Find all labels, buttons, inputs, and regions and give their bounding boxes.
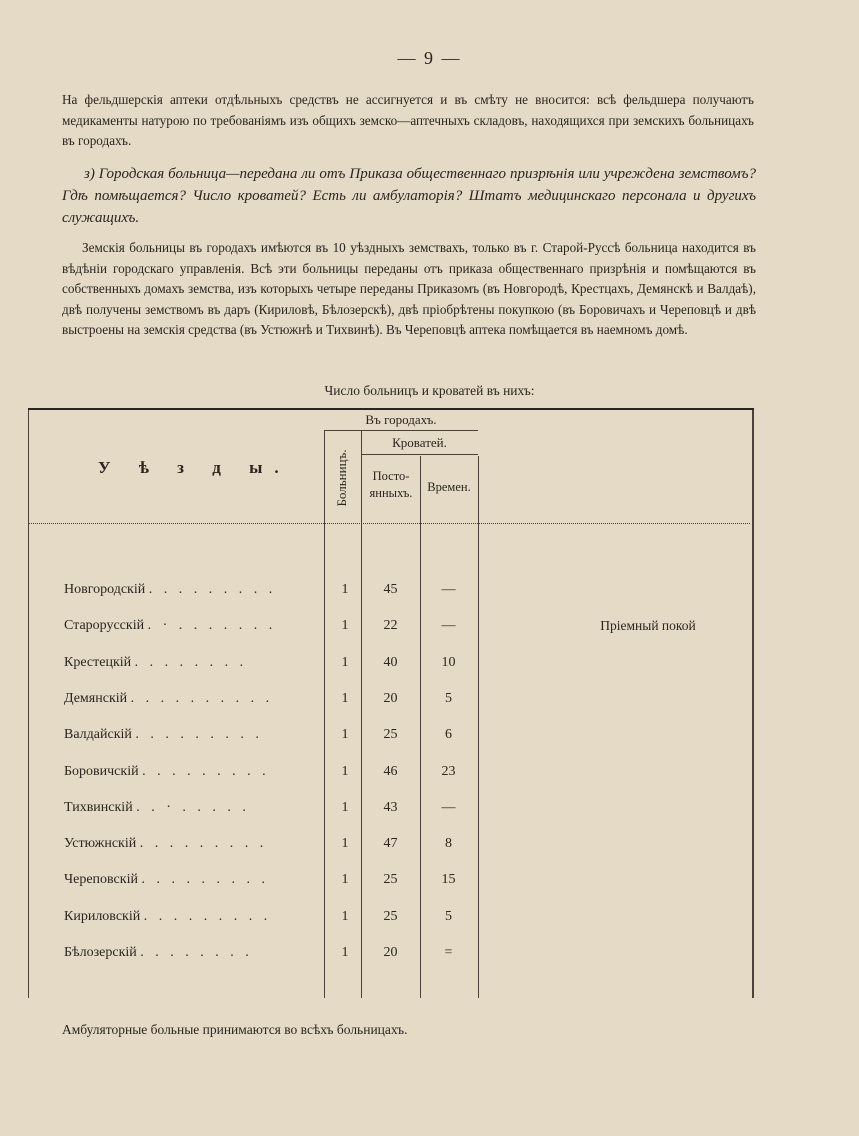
uezd-name [64, 836, 354, 852]
hospitals-count: 1 [341, 727, 349, 742]
uezd-name-text: Устюжнскій [64, 836, 137, 851]
table-row [28, 909, 754, 931]
leader-dots: . . . . . . . . . [148, 582, 277, 597]
table-row [28, 618, 754, 640]
table-row [28, 836, 754, 858]
table-row [28, 691, 754, 713]
permanent-beds: 40 [383, 655, 398, 670]
temporary-beds: = [444, 945, 453, 960]
table-top-rule [28, 408, 754, 410]
header-permanent: Посто-янныхъ. [369, 469, 413, 500]
uezd-name-text: Тихвинскій [64, 800, 133, 815]
leader-dots: . . . . . . . . . [142, 764, 270, 779]
table-row [28, 945, 754, 967]
hospitals-count: 1 [341, 836, 349, 851]
uezd-name [64, 909, 354, 925]
temporary-beds: 8 [445, 836, 452, 851]
uezd-name [64, 800, 354, 816]
temporary-beds: — [441, 582, 456, 597]
header-temporary: Времен. [427, 480, 471, 494]
leader-dots: . . . . . . . . [140, 945, 253, 960]
table-caption: Число больницъ и кроватей въ нихъ: [324, 383, 535, 398]
hospitals-count: 1 [341, 872, 349, 887]
hospitals-count: 1 [341, 655, 349, 670]
uezd-name-text: Череповскій [64, 872, 138, 887]
temporary-beds: 10 [441, 655, 456, 670]
leader-dots: . · . . . . . . . [147, 618, 277, 633]
permanent-beds: 22 [383, 618, 398, 633]
permanent-beds: 20 [383, 945, 398, 960]
temporary-beds: — [441, 618, 456, 633]
uezd-name-text: Крестецкій [64, 655, 132, 670]
uezd-name-text: Кириловскій [64, 909, 141, 924]
leader-dots: . . · . . . . . [136, 800, 250, 815]
uezd-name-text: Бѣлозерскій [64, 945, 137, 960]
uezd-name-text: Боровичскій [64, 764, 139, 779]
temporary-beds: 23 [441, 764, 456, 779]
row-note: Пріемный покой [600, 618, 696, 633]
table-row [28, 727, 754, 749]
table-row [28, 800, 754, 822]
permanent-beds: 20 [383, 691, 398, 706]
uezd-name [64, 582, 354, 598]
hospitals-count: 1 [341, 909, 349, 924]
permanent-beds: 25 [383, 872, 398, 887]
header-rule-in-towns [324, 430, 478, 431]
uezd-name [64, 764, 354, 780]
leader-dots: . . . . . . . . . [139, 836, 268, 851]
temporary-beds: 5 [445, 691, 452, 706]
leader-dots: . . . . . . . . . [141, 872, 269, 887]
hospitals-table [28, 408, 754, 998]
uezd-name [64, 618, 354, 634]
uezd-name [64, 872, 354, 888]
permanent-beds: 45 [383, 582, 398, 597]
section-question: з) Городская больница—передана ли отъ Приказа общественнаго призрѣнія или учреждена земствомъ? Гдѣ помѣщается? Число кроватей? Есть ли амбулаторія? Штатъ медицинскаго персонала и другихъ служащихъ. [62, 166, 756, 226]
footer-note: Амбуляторные больные принимаются во всѣхъ больницахъ. [62, 1022, 408, 1037]
leader-dots: . . . . . . . . . [143, 909, 272, 924]
permanent-beds: 47 [383, 836, 398, 851]
paragraph-hospitals: Земскія больницы въ городахъ имѣются въ 10 уѣздныхъ земствахъ, только въ г. Старой-Руссѣ больница находится въ вѣдѣніи городскаго управленія. Всѣ эти больницы переданы отъ приказа общественнаго призрѣнія и помѣщаются въ собственныхъ домахъ земства, изъ которыхъ четыре переданы Приказомъ (въ Новгородѣ, Крестцахъ, Демянскѣ и Валдаѣ), двѣ получены земствомъ въ даръ (Кириловѣ, Бѣлозерскѣ), двѣ пріобрѣтены покупкою (въ Боровичахъ и Череповцѣ и двѣ выстроены на земскія средства (въ Устюжнѣ и Тихвинѣ). Въ Череповцѣ аптека помѣщается въ наемномъ домѣ. [62, 240, 756, 337]
permanent-beds: 25 [383, 727, 398, 742]
uezd-name-text: Валдайскій [64, 727, 132, 742]
table-row [28, 764, 754, 786]
permanent-beds: 46 [383, 764, 398, 779]
leader-dots: . . . . . . . . . [135, 727, 263, 742]
temporary-beds: 6 [445, 727, 452, 742]
header-beds: Кроватей. [392, 435, 447, 450]
table-row [28, 582, 754, 604]
uezd-name [64, 727, 354, 743]
page-number: — 9 — [397, 48, 462, 68]
hospitals-count: 1 [341, 945, 349, 960]
header-in-towns: Въ городахъ. [365, 412, 437, 427]
uezd-name-text: Старорусскій [64, 618, 145, 633]
temporary-beds: 5 [445, 909, 452, 924]
header-bottom-rule [28, 523, 750, 524]
hospitals-count: 1 [341, 691, 349, 706]
uezd-name [64, 945, 354, 961]
temporary-beds: — [441, 800, 456, 815]
hospitals-count: 1 [341, 582, 349, 597]
permanent-beds: 43 [383, 800, 398, 815]
uezd-name [64, 655, 354, 671]
uezd-name-text: Демянскій [64, 691, 128, 706]
uezd-name [64, 691, 354, 707]
leader-dots: . . . . . . . . . . [130, 691, 274, 706]
temporary-beds: 15 [441, 872, 456, 887]
leader-dots: . . . . . . . . [134, 655, 248, 670]
table-row [28, 655, 754, 677]
table-row [28, 872, 754, 894]
hospitals-count: 1 [341, 800, 349, 815]
permanent-beds: 25 [383, 909, 398, 924]
header-uezdy: У ѣ з д ы. [98, 458, 291, 477]
uezd-name-text: Новгородскій [64, 582, 146, 597]
header-rule-beds [361, 454, 478, 455]
paragraph-pharmacies: На фельдшерскія аптеки отдѣльныхъ средствъ не ассигнуется и въ смѣту не вносится: всѣ фельдшера получаютъ медикаменты натурою по требованіямъ изъ общихъ земско—аптечныхъ складовъ, находящихся при земскихъ больницахъ въ городахъ. [62, 92, 754, 148]
hospitals-count: 1 [341, 764, 349, 779]
header-hospitals: Больницъ. [334, 449, 349, 507]
hospitals-count: 1 [341, 618, 349, 633]
